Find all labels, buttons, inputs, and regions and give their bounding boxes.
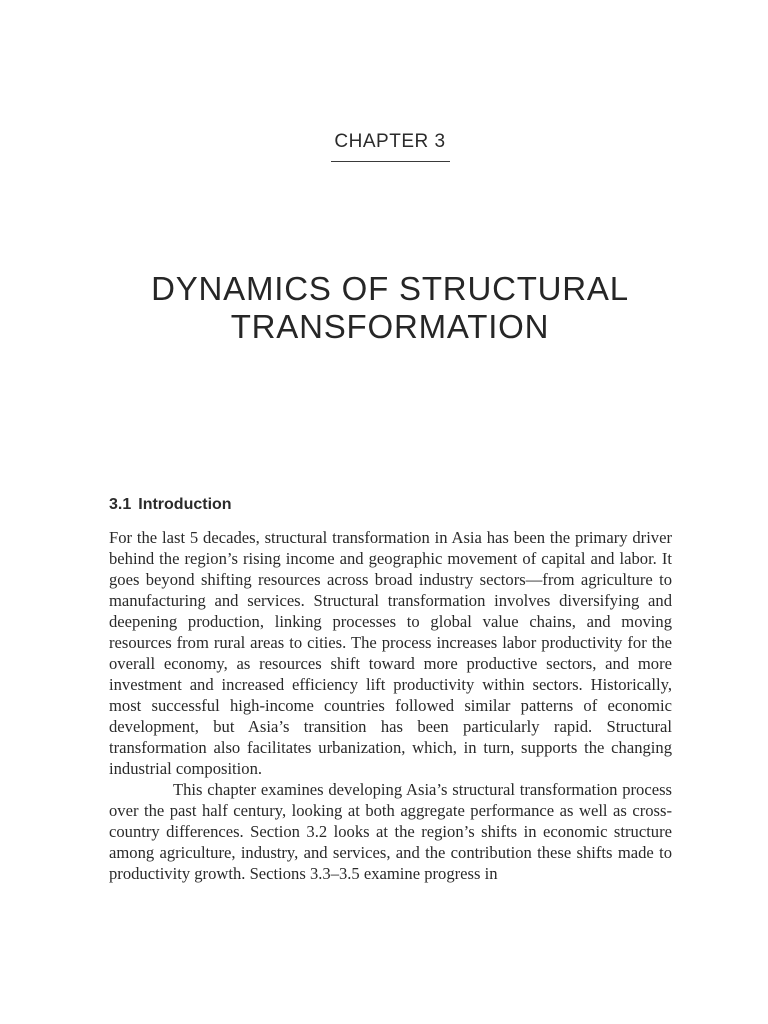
chapter-title-line-2: TRANSFORMATION	[230, 308, 550, 345]
body-text	[109, 527, 672, 884]
chapter-title	[0, 270, 768, 346]
section-heading	[109, 496, 232, 514]
paragraph-2: This chapter examines developing Asia’s structural transformation process over the past half century, looking at both aggregate performance as well as cross-country differences. Section 3.2 looks at the region’s shifts in economic structure among agriculture, industry, and services, and the contribution these shifts made to productivity growth. Sections 3.3–3.5 examine progress in	[109, 780, 672, 883]
chapter-label-underline	[331, 161, 450, 162]
chapter-label: CHAPTER 3	[334, 131, 446, 152]
chapter-title-line-1: DYNAMICS OF STRUCTURAL	[151, 270, 629, 307]
section-title: Introduction	[138, 496, 232, 513]
paragraph-1: For the last 5 decades, structural transformation in Asia has been the primary driver behind the region’s rising income and geographic movement of capital and labor. It goes beyond shifting resources across broad industry sectors—from agriculture to manufacturing and services. Structural transformation involves diversifying and deepening production, linking processes to global value chains, and moving resources from rural areas to cities. The process increases labor productivity for the overall economy, as resources shift toward more productive sectors, and more investment and increased efficiency lift productivity within sectors. Historically, most successful high-income countries followed similar patterns of economic development, but Asia’s transition has been particularly rapid. Structural transformation also facilitates urbanization, which, in turn, supports the changing industrial composition.	[109, 528, 672, 778]
section-number: 3.1	[109, 496, 132, 513]
